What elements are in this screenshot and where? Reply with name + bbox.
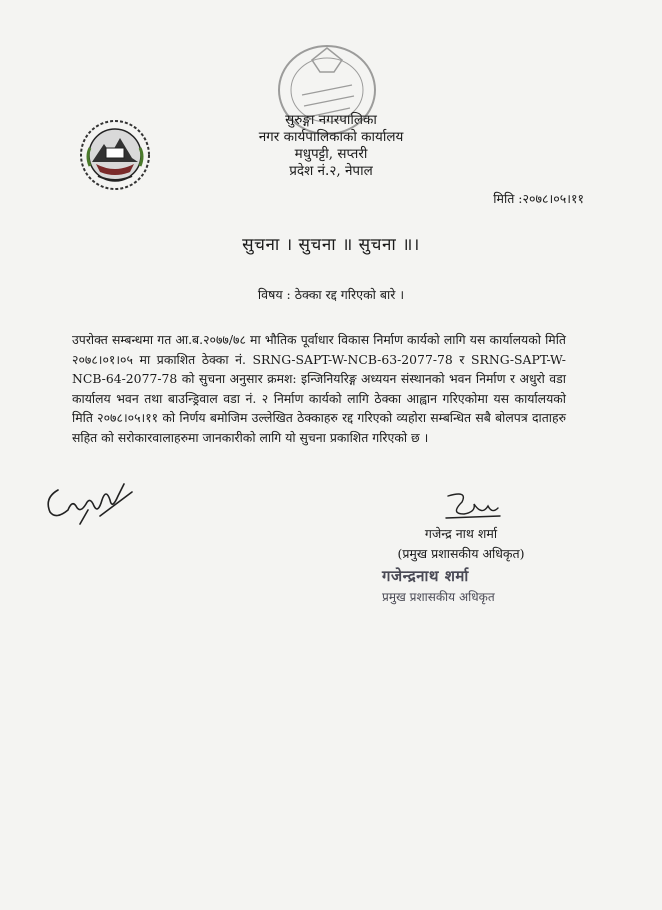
- stamp-name: गजेन्द्रनाथ शर्मा: [382, 567, 469, 585]
- initials-signature-icon: [40, 470, 140, 530]
- office-name: नगर कार्यपालिकाको कार्यालय: [258, 129, 404, 145]
- province-country: प्रदेश नं.२, नेपाल: [289, 163, 373, 179]
- stamp-title: प्रमुख प्रशासकीय अधिकृत: [382, 590, 495, 604]
- notice-body: उपरोक्त सम्बन्धमा गत आ.ब.२०७७/७८ मा भौतिक पूर्वाधार विकास निर्माण कार्यको लागि यस कार्यालयको मिति २०७८।०१।०५ मा प्रकाशित ठेक्का नं. SRNG-SAPT-W-NCB-63-2077-78 र SRNG-SAPT-W-NCB-64-2077-78 को सुचना अनुसार क्रमश: इन्जिनियरिङ्ग अध्ययन संस्थानको भवन निर्माण र अधुरो वडा कार्यालय भवन तथा बाउन्ड्रिवाल वडा नं. २ निर्माण कार्यको लागि ठेक्का आह्वान गरिएकोमा यस कार्यालयको मिति २०७८।०५।११ को निर्णय बमोजिम उल्लेखित ठेक्काहरु रद्द गरिएको व्यहोरा सम्बन्धित सबै बोलपत्र दाताहरु सहित को सरोकारवालाहरुमा जानकारीको लागि यो सुचना प्रकाशित गरिएको छ ।: [72, 332, 566, 445]
- office-address: मधुपट्टी, सप्तरी: [294, 146, 368, 162]
- municipality-name: सुरुङ्गा नगरपालिका: [285, 112, 377, 128]
- officer-signature-icon: [438, 488, 508, 524]
- signatory-title: (प्रमुख प्रशासकीय अधिकृत): [397, 546, 525, 561]
- signatory-name: गजेन्द्र नाथ शर्मा: [424, 526, 498, 541]
- government-emblem-icon: [78, 118, 152, 192]
- subject-line: विषय : ठेक्का रद्द गरिएको बारे ।: [257, 287, 405, 302]
- letterhead: [200, 112, 462, 180]
- name-stamp: [382, 566, 542, 605]
- notice-title: सुचना । सुचना ॥ सुचना ॥।: [242, 235, 420, 255]
- document-date: मिति :२०७८।०५।११: [493, 191, 584, 206]
- signatory-block: [386, 524, 536, 564]
